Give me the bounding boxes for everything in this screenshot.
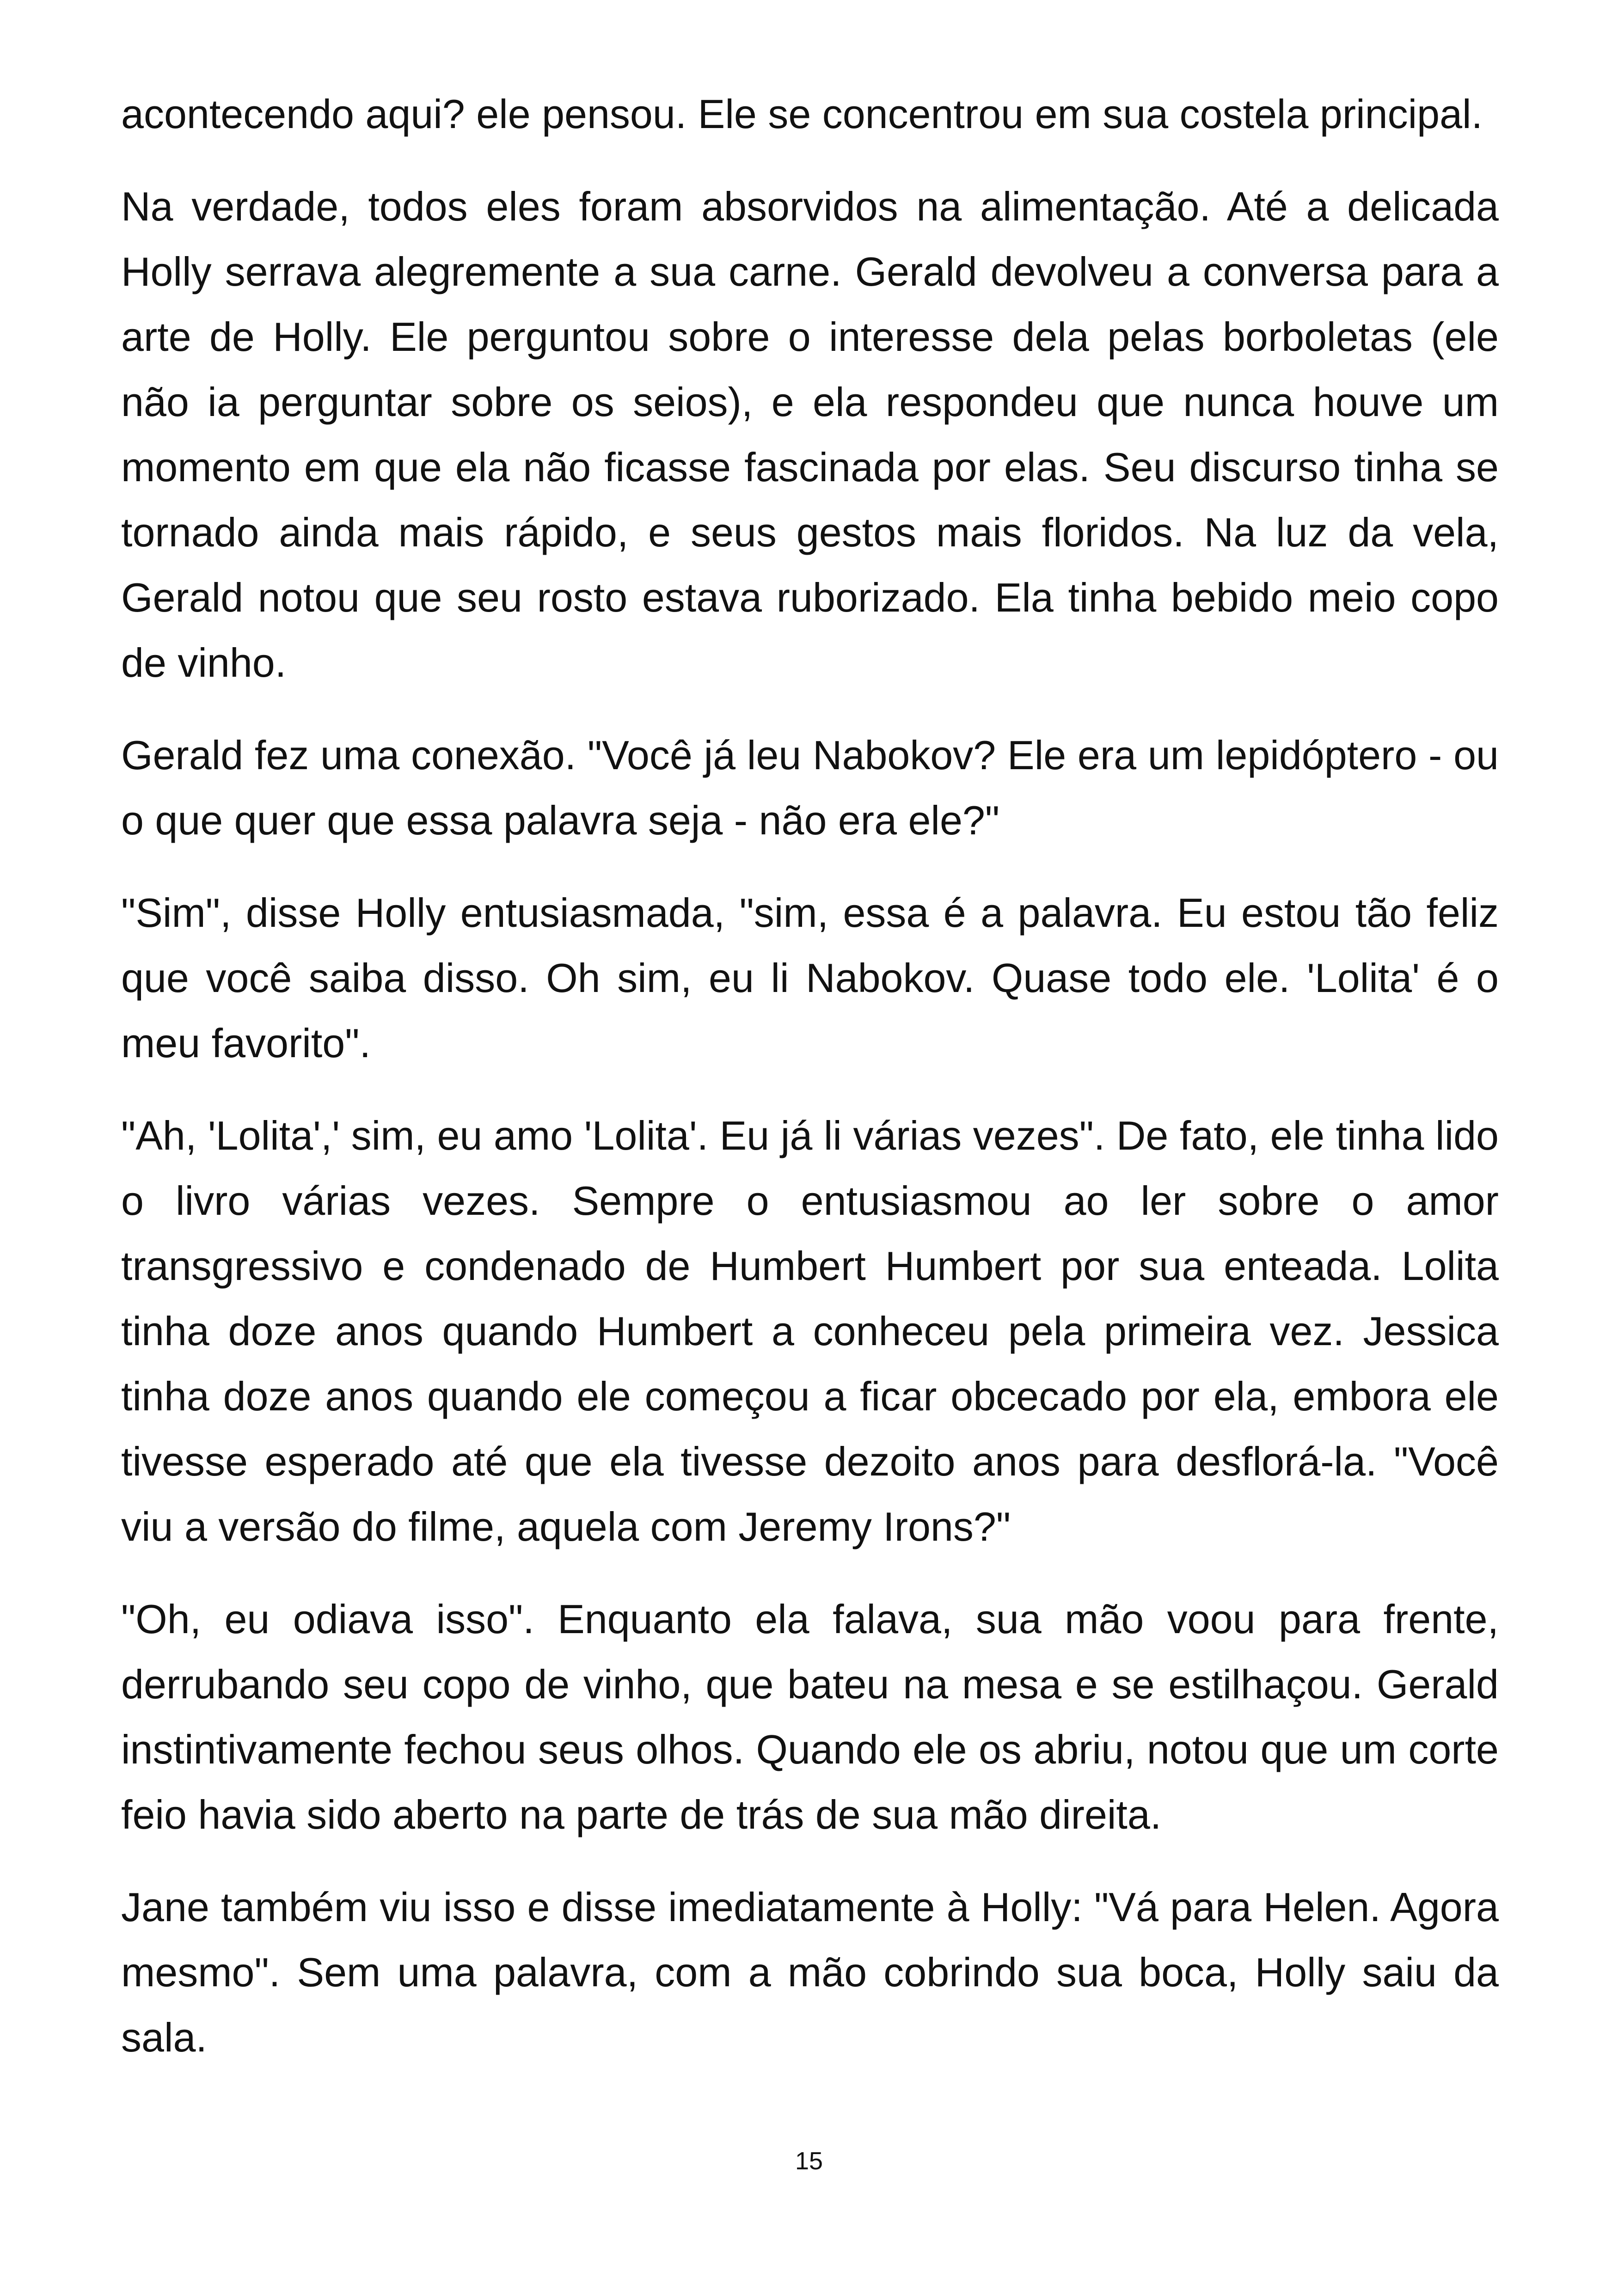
paragraph-5: "Ah, 'Lolita',' sim, eu amo 'Lolita'. Eu já li várias vezes". De fato, ele tinha lido o livro várias vezes. Sempre o entusiasmou ao ler sobre o amor transgressivo e condenado de Humbert Humbert por sua enteada. Lolita tinha doze anos quando Humbert a conheceu pela primeira vez. Jessica tinha doze anos quando ele começou a ficar obcecado por ela, embora ele tivesse esperado até que ela tivesse dezoito anos para desflorá-la. "Você viu a versão do filme, aquela com Jeremy Irons?" xyxy=(121,1113,1499,1549)
paragraph-2: Na verdade, todos eles foram absorvidos na alimentação. Até a delicada Holly serrava alegremente a sua carne. Gerald devolveu a conversa para a arte de Holly. Ele perguntou sobre o interesse dela pelas borboletas (ele não ia perguntar sobre os seios), e ela respondeu que nunca houve um momento em que ela não ficasse fascinada por elas. Seu discurso tinha se tornado ainda mais rápido, e seus gestos mais floridos. Na luz da vela, Gerald notou que seu rosto estava ruborizado. Ela tinha bebido meio copo de vinho. xyxy=(121,184,1499,686)
body-text xyxy=(121,81,1499,2097)
page-number: 15 xyxy=(795,2147,823,2175)
paragraph-1: acontecendo aqui? ele pensou. Ele se concentrou em sua costela principal. xyxy=(121,91,1483,137)
paragraph-6: "Oh, eu odiava isso". Enquanto ela falava, sua mão voou para frente, derrubando seu copo de vinho, que bateu na mesa e se estilhaçou. Gerald instintivamente fechou seus olhos. Quando ele os abriu, notou que um corte feio havia sido aberto na parte de trás de sua mão direita. xyxy=(121,1596,1499,1837)
paragraph-3: Gerald fez uma conexão. "Você já leu Nabokov? Ele era um lepidóptero - ou o que quer que essa palavra seja - não era ele?" xyxy=(121,732,1499,843)
paragraph-7: Jane também viu isso e disse imediatamente à Holly: "Vá para Helen. Agora mesmo". Sem uma palavra, com a mão cobrindo sua boca, Holly saiu da sala. xyxy=(121,1884,1499,2060)
paragraph-4: "Sim", disse Holly entusiasmada, "sim, essa é a palavra. Eu estou tão feliz que você saiba disso. Oh sim, eu li Nabokov. Quase todo ele. 'Lolita' é o meu favorito". xyxy=(121,890,1499,1066)
